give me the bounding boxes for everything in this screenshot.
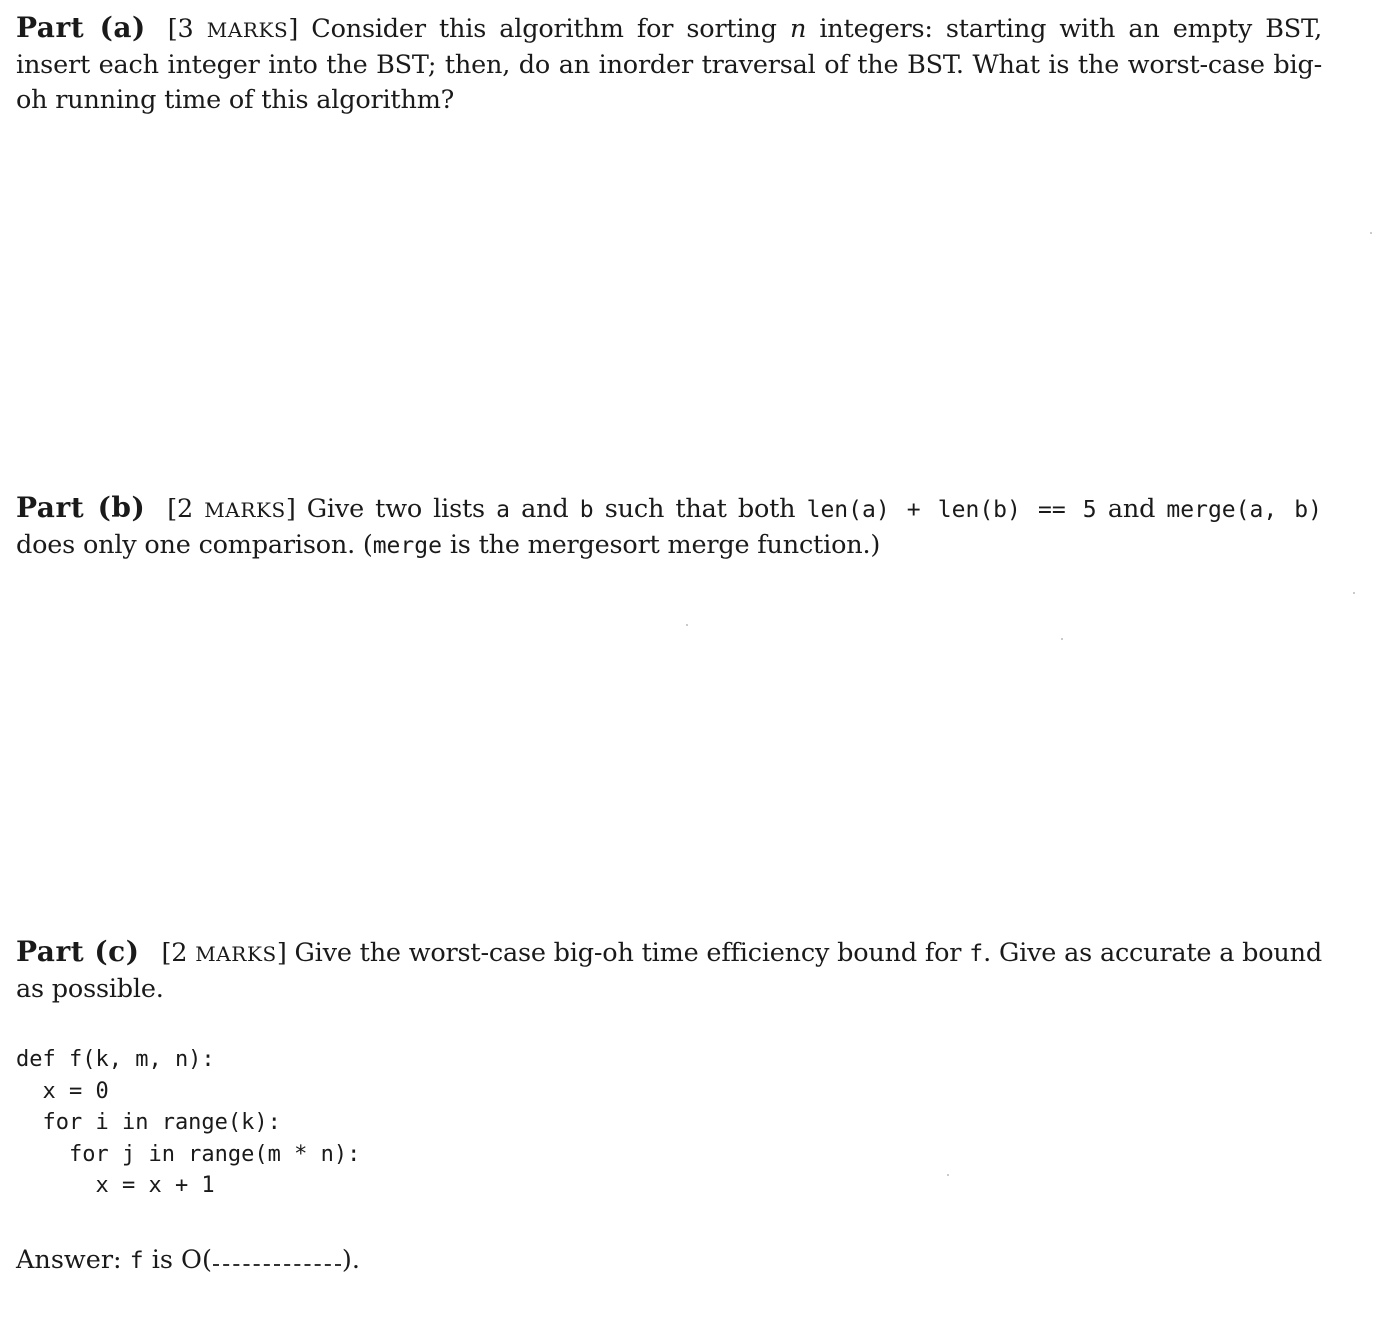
part-a-marks-close: ] — [288, 14, 299, 44]
scan-speck — [1061, 638, 1063, 640]
part-b-question — [16, 490, 1322, 564]
part-c-marks-close: ] — [276, 938, 287, 968]
scan-speck — [947, 1174, 949, 1176]
part-c-marks — [161, 938, 286, 968]
part-a-question — [16, 10, 1322, 118]
part-b-marks-close: ] — [285, 494, 296, 524]
part-b-label: Part (b) — [16, 491, 146, 524]
part-c-marks-word: MARKS — [195, 942, 277, 966]
part-b-code-b: b — [579, 497, 594, 523]
answer-code-f: f — [129, 1248, 144, 1274]
answer-line — [16, 1243, 360, 1279]
part-b-code-expr: len(a) + len(b) == 5 — [806, 497, 1097, 523]
code-block — [16, 1044, 360, 1202]
answer-suffix: ). — [341, 1245, 360, 1275]
answer-prefix: Answer: — [16, 1245, 130, 1275]
part-b-text-5: is the mergesort merge function.) — [441, 530, 881, 560]
part-a-marks-word: MARKS — [206, 18, 289, 42]
answer-mid: is O( — [143, 1245, 212, 1275]
part-b-code-merge-call: merge(a, b) — [1166, 497, 1323, 523]
part-c-label: Part (c) — [16, 935, 140, 968]
part-b-code-merge: merge — [372, 533, 442, 559]
part-b-text-3: and — [1096, 494, 1167, 524]
part-b-marks-open: [2 — [167, 494, 205, 524]
part-c-text-2: . Give as accurate a bound as possible. — [16, 938, 1322, 1004]
part-b-text-and: and — [509, 494, 580, 524]
code-line: for j in range(m * n): — [16, 1141, 361, 1167]
part-a-var-n: n — [789, 14, 807, 44]
part-c-text-1: Give the worst-case big-oh time efficiency bound for — [286, 938, 970, 968]
scan-speck — [1370, 232, 1372, 234]
answer-blank[interactable] — [213, 1263, 341, 1266]
part-b-marks — [167, 494, 295, 524]
code-line: def f(k, m, n): — [16, 1047, 215, 1072]
part-b-marks-word: MARKS — [204, 498, 286, 522]
part-c-code-f: f — [969, 941, 984, 967]
scan-speck — [1353, 592, 1355, 594]
part-b-text-1: Give two lists — [295, 494, 497, 524]
part-a-text-2: integers: starting with an empty BST, insert each integer into the BST; then, do an inorder traversal of the BST. What is the worst-case big-oh running time of this algorithm? — [16, 14, 1322, 115]
part-a-text-1: Consider this algorithm for sorting — [298, 14, 790, 44]
part-b-text-2: such that both — [593, 494, 807, 524]
scan-speck — [686, 624, 688, 626]
part-a-marks-open: [3 — [167, 14, 207, 44]
part-a-label: Part (a) — [16, 11, 146, 44]
part-b-text-4: does only one comparison. ( — [16, 530, 373, 560]
part-a-marks — [168, 14, 298, 44]
code-line: for i in range(k): — [16, 1110, 281, 1135]
part-c-question — [16, 934, 1322, 1007]
code-line: x = x + 1 — [16, 1173, 215, 1198]
part-b-code-a: a — [496, 497, 510, 523]
part-c-marks-open: [2 — [161, 938, 196, 968]
code-line: x = 0 — [16, 1078, 109, 1104]
